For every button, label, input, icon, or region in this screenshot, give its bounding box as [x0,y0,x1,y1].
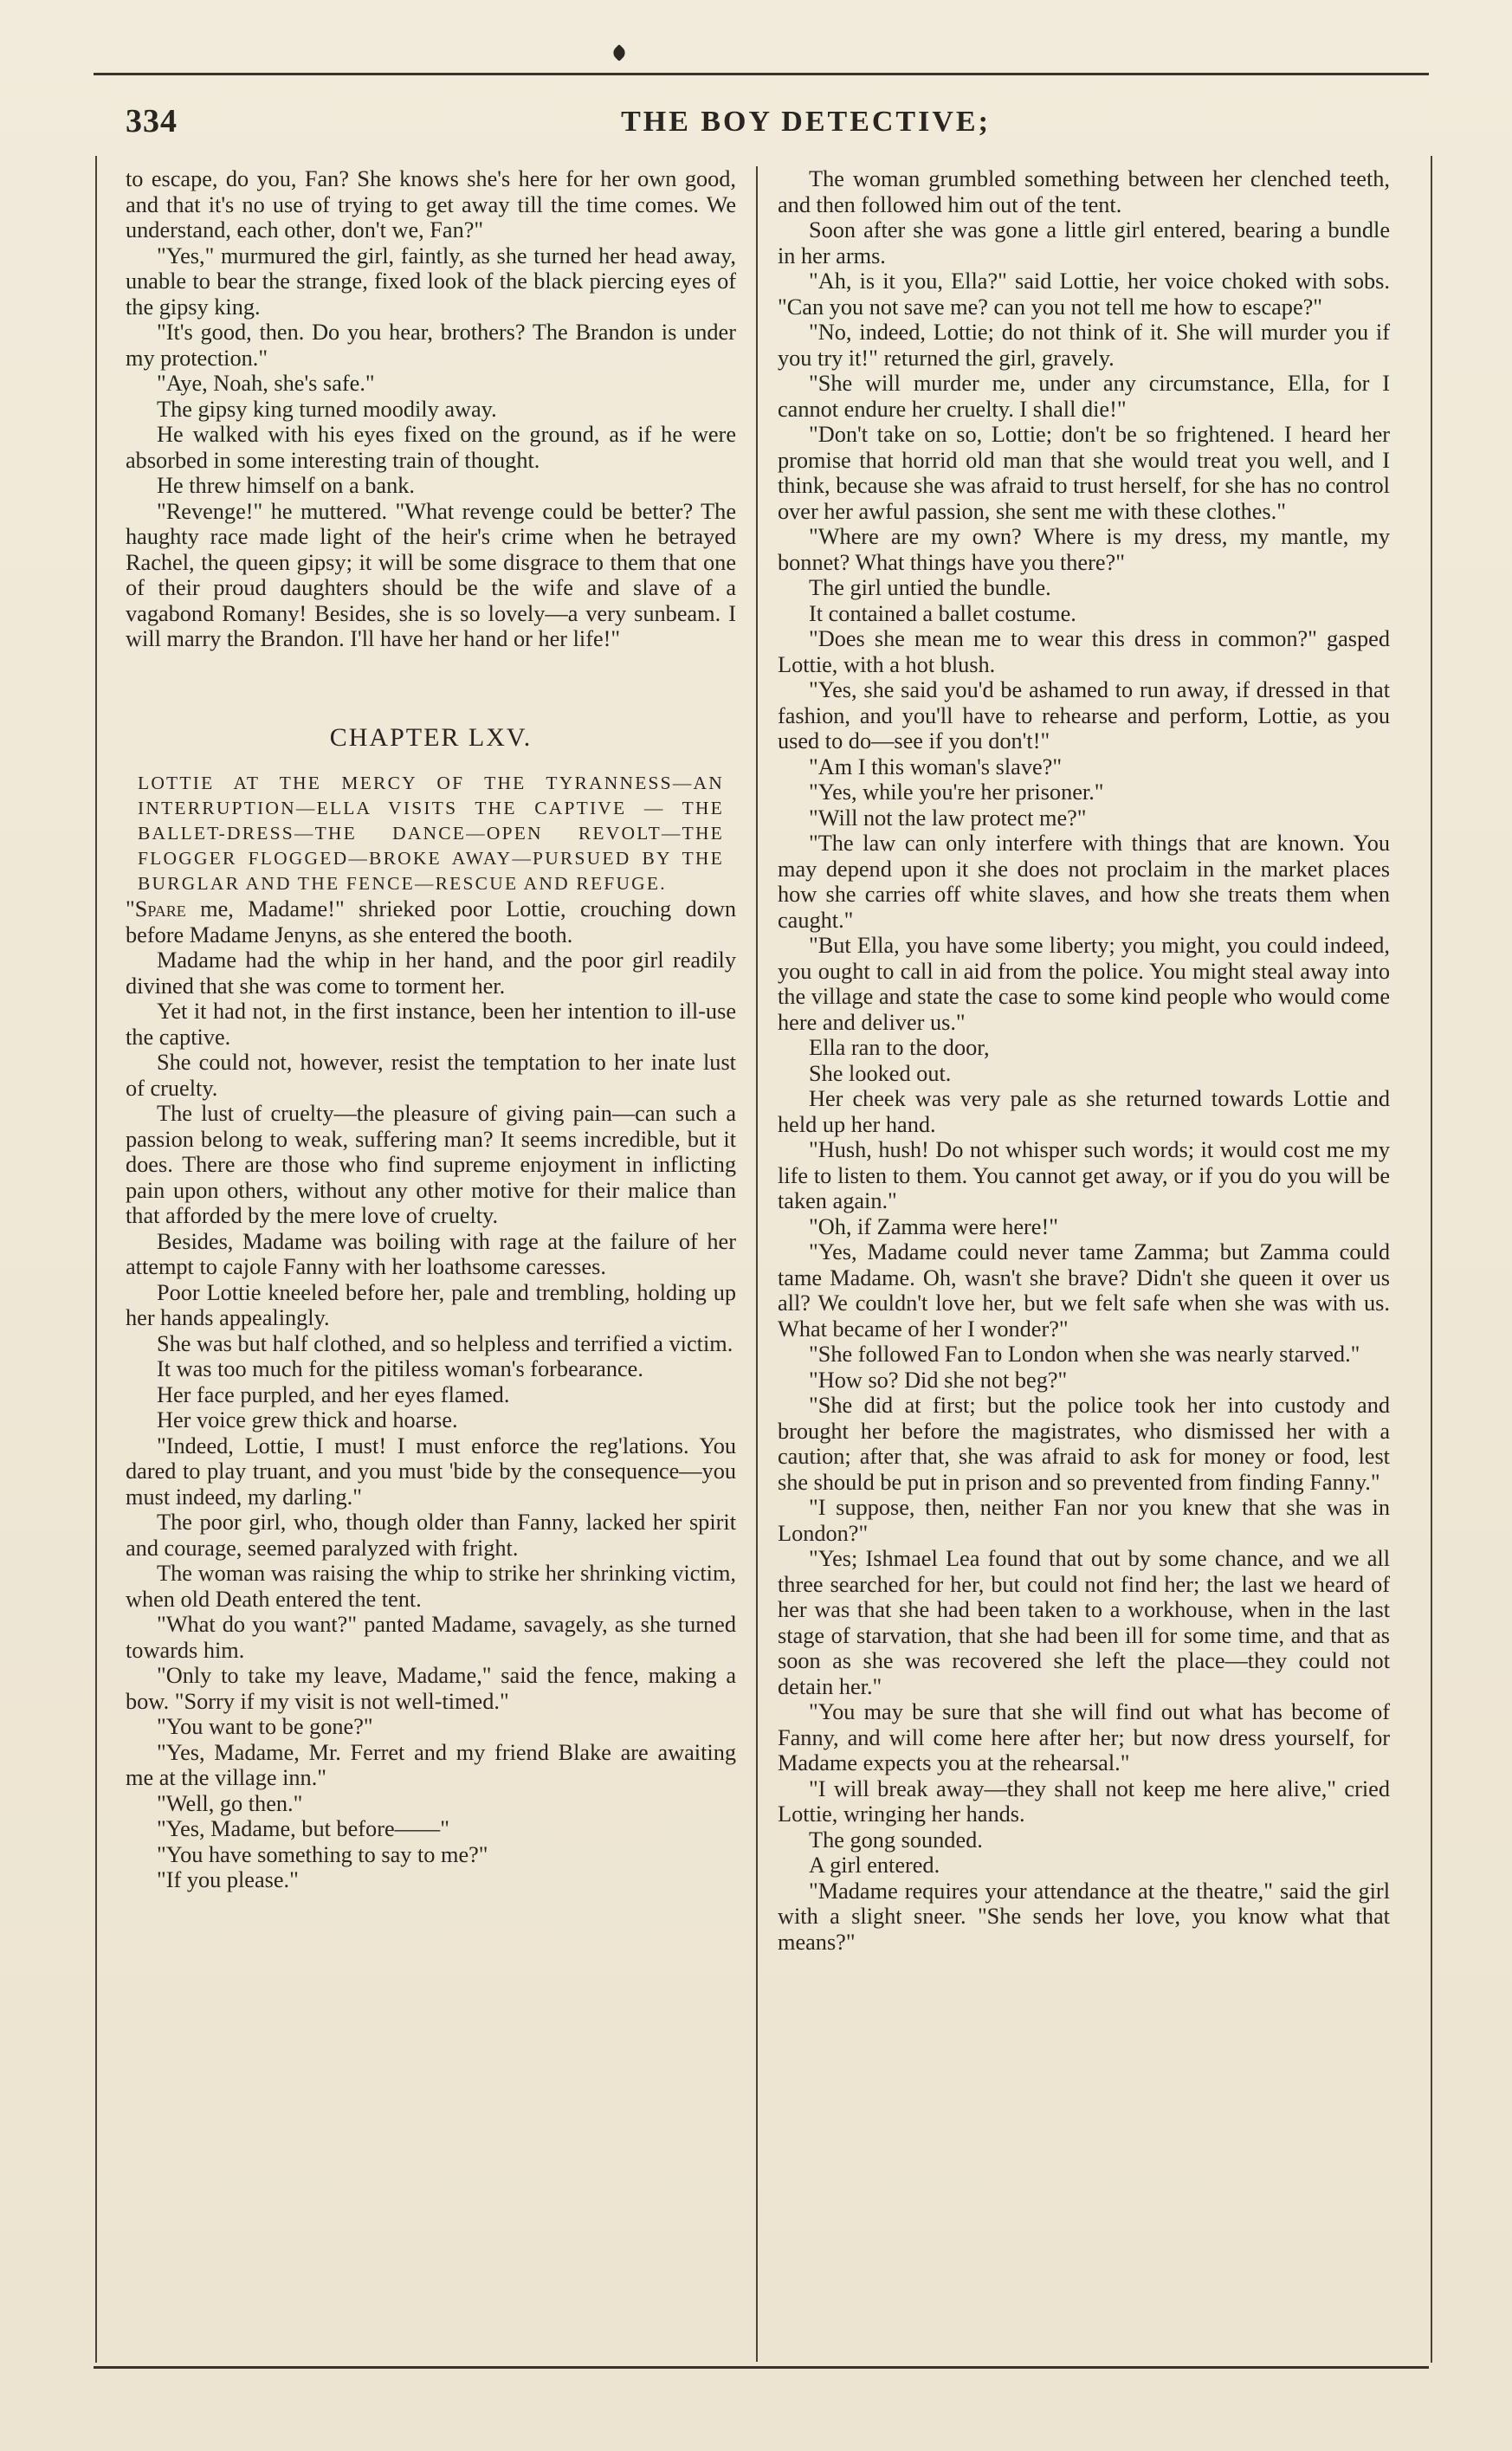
paragraph: She was but half clothed, and so helpless and terrified a victim. [157,1330,733,1356]
paragraph: Ella ran to the door, [809,1035,990,1060]
paragraph: It contained a ballet costume. [809,600,1076,626]
paragraph: He walked with his eyes fixed on the ground, as if he were absorbed in some interesting train of thought. [126,422,736,473]
paragraph: "If you please." [157,1867,299,1892]
opening-word: "Spare [126,896,186,922]
top-rule [94,73,1429,75]
paragraph: "What do you want?" panted Madame, savagely, as she turned towards him. [126,1612,736,1663]
paragraph: Her voice grew thick and hoarse. [157,1407,458,1432]
paragraph: "Yes, Madame could never tame Zamma; but Zamma could tame Madame. Oh, wasn't she brave? Didn't she queen it over us all? We couldn't love her, but we felt safe when she was with us. What became of her I wonder?" [778,1239,1390,1342]
paragraph: "How so? Did she not beg?" [809,1367,1068,1393]
paragraph: "Yes," murmured the girl, faintly, as she turned her head away, unable to bear the strange, fixed look of the black piercing eyes of the gipsy king. [126,243,736,320]
paragraph: "No, indeed, Lottie; do not think of it. She will murder you if you try it!" returned the girl, gravely. [778,320,1390,371]
page-header [126,102,1399,154]
paragraph: Besides, Madame was boiling with rage at the failure of her attempt to cajole Fanny with her loathsome caresses. [126,1228,736,1279]
paragraph: The gong sounded. [809,1827,983,1853]
paragraph: "Yes, while you're her prisoner." [809,779,1104,805]
bottom-rule [94,2366,1429,2369]
paragraph: "Yes, she said you'd be ashamed to run away, if dressed in that fashion, and you'll have to rehearse and perform, Lottie, as you used to do—see if you don't!" [778,677,1390,753]
paragraph: "Aye, Noah, she's safe." [157,371,375,396]
running-title: THE BOY DETECTIVE; [621,106,991,138]
column-divider [756,166,758,2362]
paragraph: The lust of cruelty—the pleasure of giving pain—can such a passion belong to weak, suffering man? It seems incredible, but it does. There are those who find supreme enjoyment in inflicting pain upon others, without any other motive for their malice than that afforded by the mere love of cruelty. [126,1101,736,1228]
paragraph: "But Ella, you have some liberty; you might, you could indeed, you ought to call in aid from the police. You might steal away into the village and state the case to some kind people who would come here and deliver us." [778,933,1390,1035]
paragraph: "Am I this woman's slave?" [809,753,1063,779]
paragraph: "Where are my own? Where is my dress, my mantle, my bonnet? What things have you there?" [778,524,1390,575]
paragraph: "It's good, then. Do you hear, brothers? The Brandon is under my protection." [126,320,736,371]
paragraph: "Well, go then." [157,1790,303,1816]
paragraph: He threw himself on a bank. [157,473,415,498]
paragraph: "Indeed, Lottie, I must! I must enforce the reg'lations. You dared to play truant, and you must 'bide by the consequence—you must indeed, my darling." [126,1432,736,1510]
paragraph: to escape, do you, Fan? She knows she's here for her own good, and that it's no use of trying to get away till the time comes. We understand, each other, don't we, Fan?" [126,166,736,243]
paragraph: "You may be sure that she will find out what has become of Fanny, and will come here after her; but now dress yourself, for Madame expects you at the rehearsal." [778,1699,1390,1775]
paragraph: "Does she mean me to wear this dress in common?" gasped Lottie, with a hot blush. [778,626,1390,677]
paragraph: "Hush, hush! Do not whisper such words; it would cost me my life to listen to them. You cannot get away, or if you do you will be taken again." [778,1137,1390,1213]
paragraph: Poor Lottie kneeled before her, pale and trembling, holding up her hands appealingly. [126,1279,736,1330]
paragraph: "She followed Fan to London when she was nearly starved." [809,1342,1360,1367]
paragraph: Soon after she was gone a little girl entered, bearing a bundle in her arms. [778,217,1390,268]
paragraph: She looked out. [809,1060,952,1086]
paragraph: "Yes, Madame, but before——" [157,1816,449,1841]
page-number: 334 [126,103,178,139]
paragraph: The girl untied the bundle. [809,575,1051,600]
right-column [778,166,1390,1955]
paragraph: The poor girl, who, though older than Fanny, lacked her spirit and courage, seemed paralyzed with fright. [126,1510,736,1561]
left-column [126,166,736,1893]
chapter-title: CHAPTER LXV. [329,722,533,752]
paragraph: Her cheek was very pale as she returned towards Lottie and held up her hand. [778,1086,1390,1137]
chapter-synopsis: LOTTIE AT THE MERCY OF THE TYRANNESS—AN INTERRUPTION—ELLA VISITS THE CAPTIVE — THE BALLET-DRESS—THE DANCE—OPEN REVOLT—THE FLOGGER FLOGGED—BROKE AWAY—PURSUED BY THE BURGLAR AND THE FENCE—RESCUE AND REFUGE. [138,773,724,894]
paragraph: She could not, however, resist the temptation to her inate lust of cruelty. [126,1050,736,1101]
paragraph: "Madame requires your attendance at the theatre," said the girl with a slight sneer. "She sends her love, you know what that means?" [778,1878,1390,1955]
paragraph: "Ah, is it you, Ella?" said Lottie, her voice choked with sobs. "Can you not save me? can you not tell me how to escape?" [778,268,1390,320]
paragraph: It was too much for the pitiless woman's forbearance. [157,1356,643,1381]
paragraph: "Yes, Madame, Mr. Ferret and my friend Blake are awaiting me at the village inn." [126,1739,736,1790]
ornament-mark [611,44,628,61]
paragraph: "You have something to say to me?" [157,1841,488,1867]
paragraph: Her face purpled, and her eyes flamed. [157,1381,510,1407]
paragraph: "Oh, if Zamma were here!" [809,1213,1058,1239]
paragraph: "You want to be gone?" [157,1714,373,1739]
paragraph: "Will not the law protect me?" [809,805,1087,831]
opening-paragraph [126,896,736,947]
opening-text: me, Madame!" shrieked poor Lottie, crouching down before Madame Jenyns, as she entered the booth. [126,896,736,947]
paragraph: The woman was raising the whip to strike her shrinking victim, when old Death entered the tent. [126,1561,736,1612]
paragraph: The woman grumbled something between her clenched teeth, and then followed him out of the tent. [778,166,1390,217]
paragraph: "Revenge!" he muttered. "What revenge could be better? The haughty race made light of the heir's crime when he betrayed Rachel, the queen gipsy; it will be some disgrace to them that one of their proud daughters should be the wife and slave of a vagabond Romany! Besides, she is so lovely—a very sunbeam. I will marry the Brandon. I'll have her hand or her life!" [126,498,736,651]
paragraph: "She will murder me, under any circumstance, Ella, for I cannot endure her cruelty. I shall die!" [778,371,1390,422]
paragraph: Madame had the whip in her hand, and the poor girl readily divined that she was come to torment her. [126,947,736,999]
paragraph: A girl entered. [809,1853,940,1878]
paragraph: Yet it had not, in the first instance, been her intention to ill-use the captive. [126,999,736,1050]
paragraph: "Yes; Ishmael Lea found that out by some chance, and we all three searched for her, but could not find her; the last we heard of her was that she had been taken to a workhouse, when in the last stage of starvation, that she had been ill for some time, and that as soon as she was recovered she left the place—they could not detain her." [778,1546,1390,1699]
paragraph: "I will break away—they shall not keep me here alive," cried Lottie, wringing her hands. [778,1775,1390,1827]
paragraph: "The law can only interfere with things that are known. You may depend upon it she does not proclaim in the market places how she carries off white slaves, and how she treats them when caught." [778,831,1390,933]
paragraph: "Only to take my leave, Madame," said the fence, making a bow. "Sorry if my visit is not well-timed." [126,1663,736,1714]
paragraph: "I suppose, then, neither Fan nor you knew that she was in London?" [778,1495,1390,1546]
paragraph: "Don't take on so, Lottie; don't be so frightened. I heard her promise that horrid old man that she would treat you well, and I think, because she was afraid to trust herself, for she has no control over her awful passion, she sent me with these clothes." [778,422,1390,524]
paragraph: The gipsy king turned moodily away. [157,396,497,422]
paragraph: "She did at first; but the police took her into custody and brought her before the magistrates, who dismissed her with a caution; after that, she was afraid to ask for money or food, lest she should be put in prison and so prevented from finding Fanny." [778,1393,1390,1495]
